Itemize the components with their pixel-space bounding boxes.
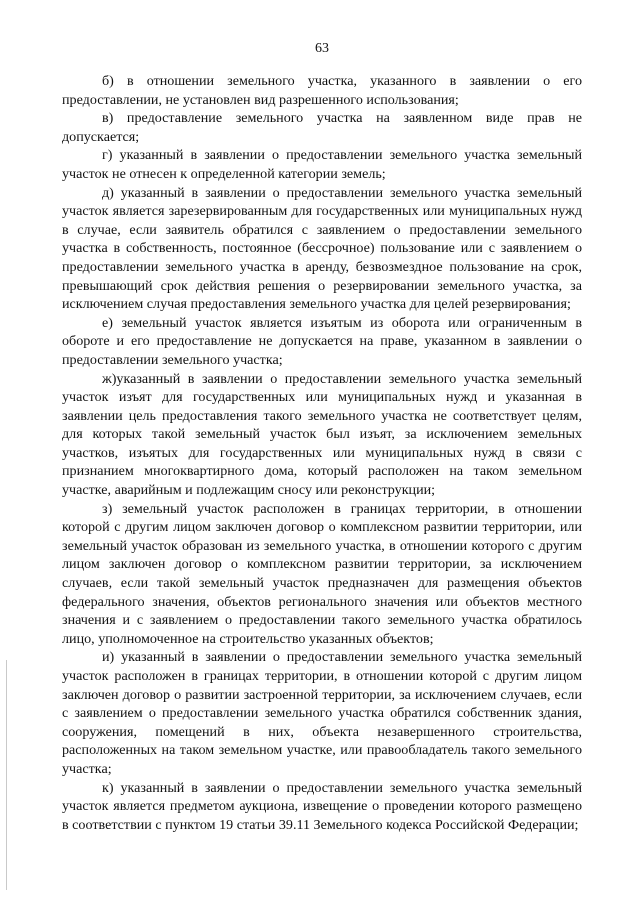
paragraph-z: з) земельный участок расположен в границах территории, в отношении которой с другим лицом заключен договор о комплексном развитии территории, или земельный участок образован из земельного участка, в отношении которого с другим лицом заключен договор о комплексном развитии территории, за исключением случаев, если такой земельный участок предназначен для размещения объектов федерального значения, объектов регионального значения или объектов местного значения и с заявлением о предоставлении такого земельного участка обратилось лицо, уполномоченное на строительство указанных объектов; — [62, 500, 582, 647]
paragraph-e: е) земельный участок является изъятым из оборота или ограниченным в обороте и его предоставление не допускается на праве, указанном в заявлении о предоставлении земельного участка; — [62, 314, 582, 368]
paragraph-k: к) указанный в заявлении о предоставлении земельного участка земельный участок является предметом аукциона, извещение о проведении которого размещено в соответствии с пунктом 19 статьи 39.11 Земельного кодекса Российской Федерации; — [62, 779, 582, 833]
page-number: 63 — [315, 41, 329, 56]
paragraph-v: в) предоставление земельного участка на заявленном виде прав не допускается; — [62, 110, 582, 145]
paragraph-zh: ж)указанный в заявлении о предоставлении земельного участка земельный участок изъят для государственных или муниципальных нужд и указанная в заявлении цель предоставления такого земельного участка не соответствует целям, для которых такой земельный участок был изъят, за исключением земельных участков, изъятых для государственных или муниципальных нужд в связи с признанием многоквартирного дома, который расположен на таком земельном участке, аварийным и подлежащим сносу или реконструкции; — [62, 370, 582, 499]
paragraph-g: г) указанный в заявлении о предоставлении земельного участка земельный участок не отнесен к определенной категории земель; — [62, 147, 582, 182]
paragraph-b: б) в отношении земельного участка, указанного в заявлении о его предоставлении, не установлен вид разрешенного использования; — [62, 73, 582, 108]
paragraph-i: и) указанный в заявлении о предоставлении земельного участка земельный участок расположен в границах территории, в отношении которой с другим лицом заключен договор о развитии застроенной территории, за исключением случаев, если с заявлением о предоставлении земельного участка обратился собственник здания, сооружения, помещений в них, объекта незавершенного строительства, расположенных на таком земельном участке, или правообладатель такого земельного участка; — [62, 649, 582, 777]
scan-edge-mark — [6, 660, 7, 890]
paragraph-d: д) указанный в заявлении о предоставлении земельного участка земельный участок является зарезервированным для государственных или муниципальных нужд в случае, если заявитель обратился с заявлением о предоставлении земельного участка в собственность, постоянное (бессрочное) пользование или с заявлением о предоставлении земельного участка в аренду, безвозмездное пользование на срок, превышающий срок действия решения о резервировании земельного участка, за исключением случая предоставления земельного участка для целей резервирования; — [62, 184, 582, 313]
document-body — [62, 72, 582, 834]
